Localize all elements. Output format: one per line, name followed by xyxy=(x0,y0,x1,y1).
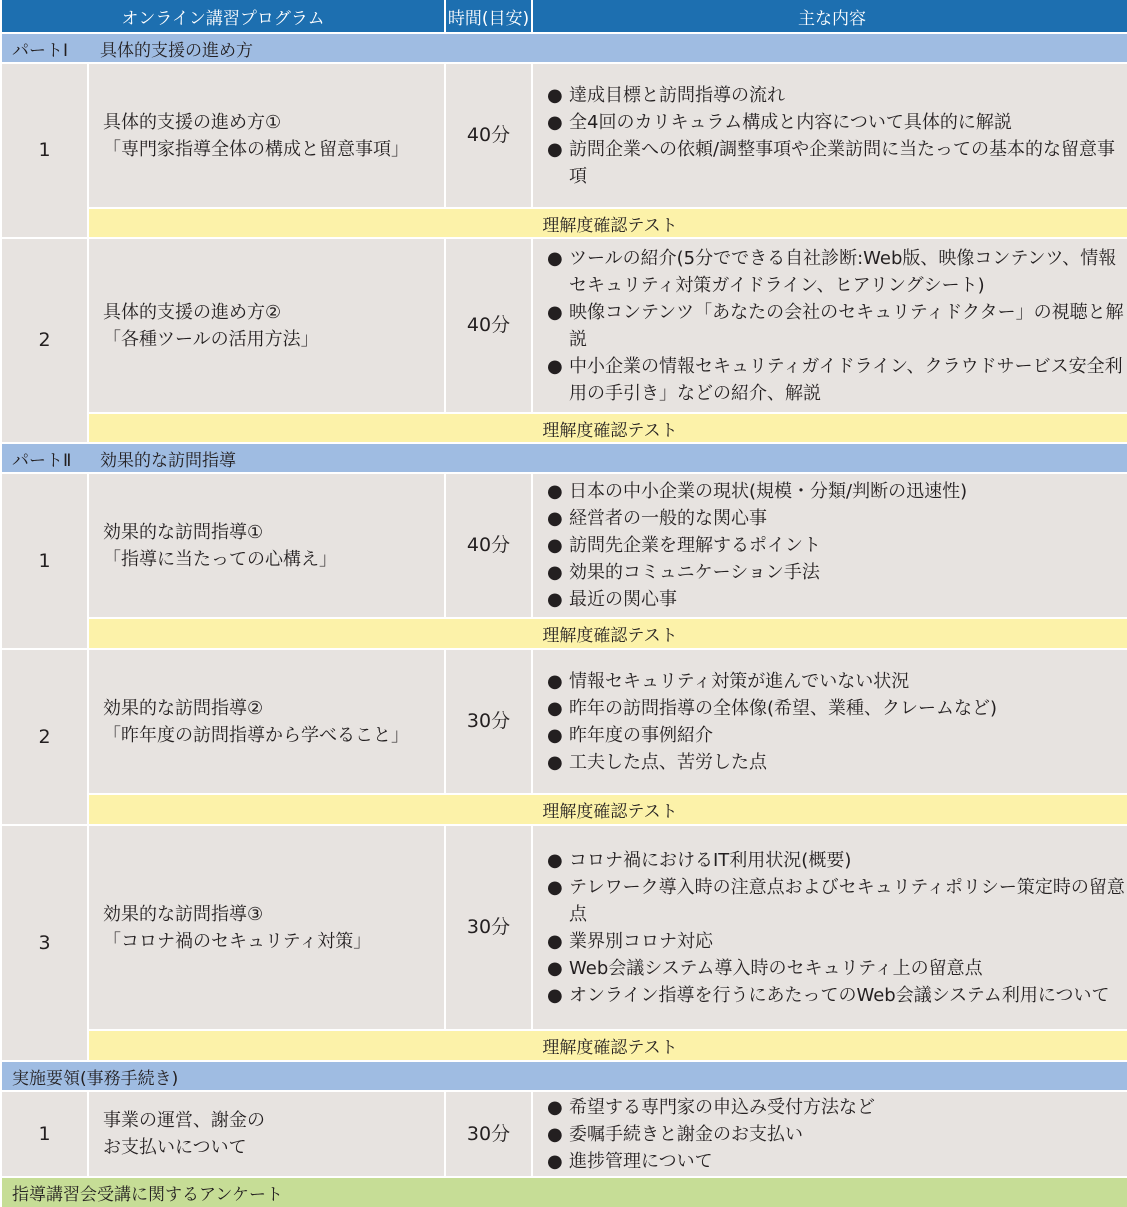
row-title-line1: 効果的な訪問指導③ xyxy=(103,903,264,925)
bullet-dot: ● xyxy=(547,589,563,610)
bullet-item xyxy=(547,245,1125,299)
comprehension-test-bar: 理解度確認テスト xyxy=(89,209,1127,237)
comprehension-test-bar: 理解度確認テスト xyxy=(89,414,1127,442)
bullet-item xyxy=(547,532,1125,559)
row-title xyxy=(89,1092,444,1176)
bullet-dot: ● xyxy=(547,984,563,1006)
row-number: 2 xyxy=(2,239,87,442)
bullet-dot: ● xyxy=(547,1150,563,1172)
bullet-item xyxy=(547,749,1125,776)
bullet-item xyxy=(547,1094,1125,1121)
bullet-item xyxy=(547,82,1125,109)
bullet-dot: ● xyxy=(547,670,563,692)
section-part2 xyxy=(2,444,1127,472)
bullet-dot: ● xyxy=(547,138,563,160)
comprehension-test-bar: 理解度確認テスト xyxy=(89,1031,1127,1060)
bullet-dot: ● xyxy=(547,84,563,106)
bullet-text: 全4回のカリキュラム構成と内容について具体的に解説 xyxy=(569,111,1012,133)
row-content xyxy=(533,826,1127,1029)
bullet-text: 最近の関心事 xyxy=(569,589,677,610)
row-number: 1 xyxy=(2,64,87,237)
bullet-text: 工夫した点、苦労した点 xyxy=(569,751,767,773)
row-title-line2: 「指導に当たっての心構え」 xyxy=(103,548,337,570)
bullet-item xyxy=(547,505,1125,532)
row-number: 1 xyxy=(2,474,87,648)
bullet-dot: ● xyxy=(547,957,563,979)
bullet-text: 委嘱手続きと謝金のお支払い xyxy=(569,1123,803,1145)
bullet-item xyxy=(547,928,1125,955)
row-content xyxy=(533,1092,1127,1176)
row-title-line1: 具体的支援の進め方① xyxy=(103,111,282,133)
bullet-item xyxy=(547,982,1125,1009)
bullet-text: 経営者の一般的な関心事 xyxy=(569,508,767,529)
bullet-item xyxy=(547,353,1125,407)
bullet-dot: ● xyxy=(547,697,563,719)
bullet-text: 達成目標と訪問指導の流れ xyxy=(569,84,785,106)
bullet-text: 進捗管理について xyxy=(569,1150,713,1172)
bullet-dot: ● xyxy=(547,508,563,529)
row-number: 1 xyxy=(2,1092,87,1176)
bullet-item xyxy=(547,299,1125,353)
row-title-line2: 「コロナ禍のセキュリティ対策」 xyxy=(103,930,372,952)
bullet-item xyxy=(547,586,1125,613)
bullet-text: 日本の中小企業の現状(規模・分類/判断の迅速性) xyxy=(569,481,968,502)
row-title xyxy=(89,239,444,412)
bullet-dot: ● xyxy=(547,1123,563,1145)
bullet-dot: ● xyxy=(547,301,563,323)
row-content xyxy=(533,650,1127,793)
bullet-text: 訪問企業への依頼/調整事項や企業訪問に当たっての基本的な留意事項 xyxy=(569,138,1116,187)
row-time: 30分 xyxy=(446,1092,531,1176)
bullet-text: 昨年度の事例紹介 xyxy=(569,724,713,746)
bullet-text: 昨年の訪問指導の全体像(希望、業種、クレームなど) xyxy=(569,697,998,719)
bullet-item xyxy=(547,136,1125,190)
bullet-dot: ● xyxy=(547,247,563,269)
bullet-item xyxy=(547,109,1125,136)
bullet-text: 情報セキュリティ対策が進んでいない状況 xyxy=(569,670,910,692)
bullet-text: 映像コンテンツ「あなたの会社のセキュリティドクター」の視聴と解説 xyxy=(569,301,1124,350)
bullet-dot: ● xyxy=(547,562,563,583)
bullet-item xyxy=(547,847,1125,874)
header-content: 主な内容 xyxy=(533,0,1127,32)
row-number: 2 xyxy=(2,650,87,824)
section-procedure xyxy=(2,1062,1127,1090)
row-time: 30分 xyxy=(446,650,531,793)
row-title xyxy=(89,826,444,1029)
row-content xyxy=(533,64,1127,207)
section-part1-num: パートⅠ xyxy=(12,40,69,61)
row-time: 40分 xyxy=(446,239,531,412)
bullet-dot: ● xyxy=(547,876,563,898)
row-title-line2: お支払いについて xyxy=(103,1137,247,1158)
row-title xyxy=(89,64,444,207)
header-program: オンライン講習プログラム xyxy=(2,0,444,32)
survey-bar: 指導講習会受講に関するアンケート xyxy=(2,1178,1127,1207)
section-part1 xyxy=(2,34,1127,62)
bullet-text: 希望する専門家の申込み受付方法など xyxy=(569,1096,875,1118)
row-title-line1: 具体的支援の進め方② xyxy=(103,301,282,323)
bullet-dot: ● xyxy=(547,535,563,556)
section-procedure-title: 実施要領(事務手続き) xyxy=(12,1068,179,1089)
bullet-text: 業界別コロナ対応 xyxy=(569,930,713,952)
bullet-item xyxy=(547,955,1125,982)
row-time: 40分 xyxy=(446,474,531,617)
bullet-dot: ● xyxy=(547,724,563,746)
bullet-text: 中小企業の情報セキュリティガイドライン、クラウドサービス安全利用の手引き」などの紹介、解説 xyxy=(569,355,1123,404)
comprehension-test-bar: 理解度確認テスト xyxy=(89,795,1127,824)
row-content xyxy=(533,474,1127,617)
row-title xyxy=(89,474,444,617)
bullet-text: テレワーク導入時の注意点およびセキュリティポリシー策定時の留意点 xyxy=(569,876,1125,925)
row-title-line1: 効果的な訪問指導② xyxy=(103,697,264,719)
bullet-dot: ● xyxy=(547,481,563,502)
section-part1-title: 具体的支援の進め方 xyxy=(100,40,253,61)
row-title-line2: 「各種ツールの活用方法」 xyxy=(103,328,319,350)
bullet-item xyxy=(547,722,1125,749)
row-time: 30分 xyxy=(446,826,531,1029)
bullet-dot: ● xyxy=(547,751,563,773)
program-table xyxy=(2,0,1125,1207)
bullet-dot: ● xyxy=(547,930,563,952)
row-title-line2: 「昨年度の訪問指導から学べること」 xyxy=(103,724,409,746)
bullet-text: 訪問先企業を理解するポイント xyxy=(569,535,821,556)
bullet-item xyxy=(547,478,1125,505)
row-content xyxy=(533,239,1127,412)
bullet-text: 効果的コミュニケーション手法 xyxy=(569,562,820,583)
bullet-text: オンライン指導を行うにあたってのWeb会議システム利用について xyxy=(569,984,1110,1006)
comprehension-test-bar: 理解度確認テスト xyxy=(89,619,1127,648)
bullet-text: コロナ禍におけるIT利用状況(概要) xyxy=(569,849,852,871)
row-title-line2: 「専門家指導全体の構成と留意事項」 xyxy=(103,138,409,160)
bullet-dot: ● xyxy=(547,1096,563,1118)
bullet-item xyxy=(547,695,1125,722)
bullet-item xyxy=(547,874,1125,928)
section-part2-title: 効果的な訪問指導 xyxy=(100,450,236,471)
bullet-item xyxy=(547,1148,1125,1175)
row-title-line1: 効果的な訪問指導① xyxy=(103,521,264,543)
bullet-item xyxy=(547,1121,1125,1148)
bullet-dot: ● xyxy=(547,355,563,377)
bullet-item xyxy=(547,668,1125,695)
bullet-dot: ● xyxy=(547,111,563,133)
row-number: 3 xyxy=(2,826,87,1060)
header-time: 時間(目安) xyxy=(446,0,531,32)
row-title xyxy=(89,650,444,793)
bullet-dot: ● xyxy=(547,849,563,871)
section-part2-num: パートⅡ xyxy=(12,450,72,471)
row-title-line1: 事業の運営、謝金の xyxy=(103,1110,265,1131)
bullet-text: ツールの紹介(5分でできる自社診断:Web版、映像コンテンツ、情報セキュリティ対策ガイドライン、ヒアリングシート) xyxy=(569,247,1117,296)
row-time: 40分 xyxy=(446,64,531,207)
bullet-text: Web会議システム導入時のセキュリティ上の留意点 xyxy=(569,957,983,979)
bullet-item xyxy=(547,559,1125,586)
